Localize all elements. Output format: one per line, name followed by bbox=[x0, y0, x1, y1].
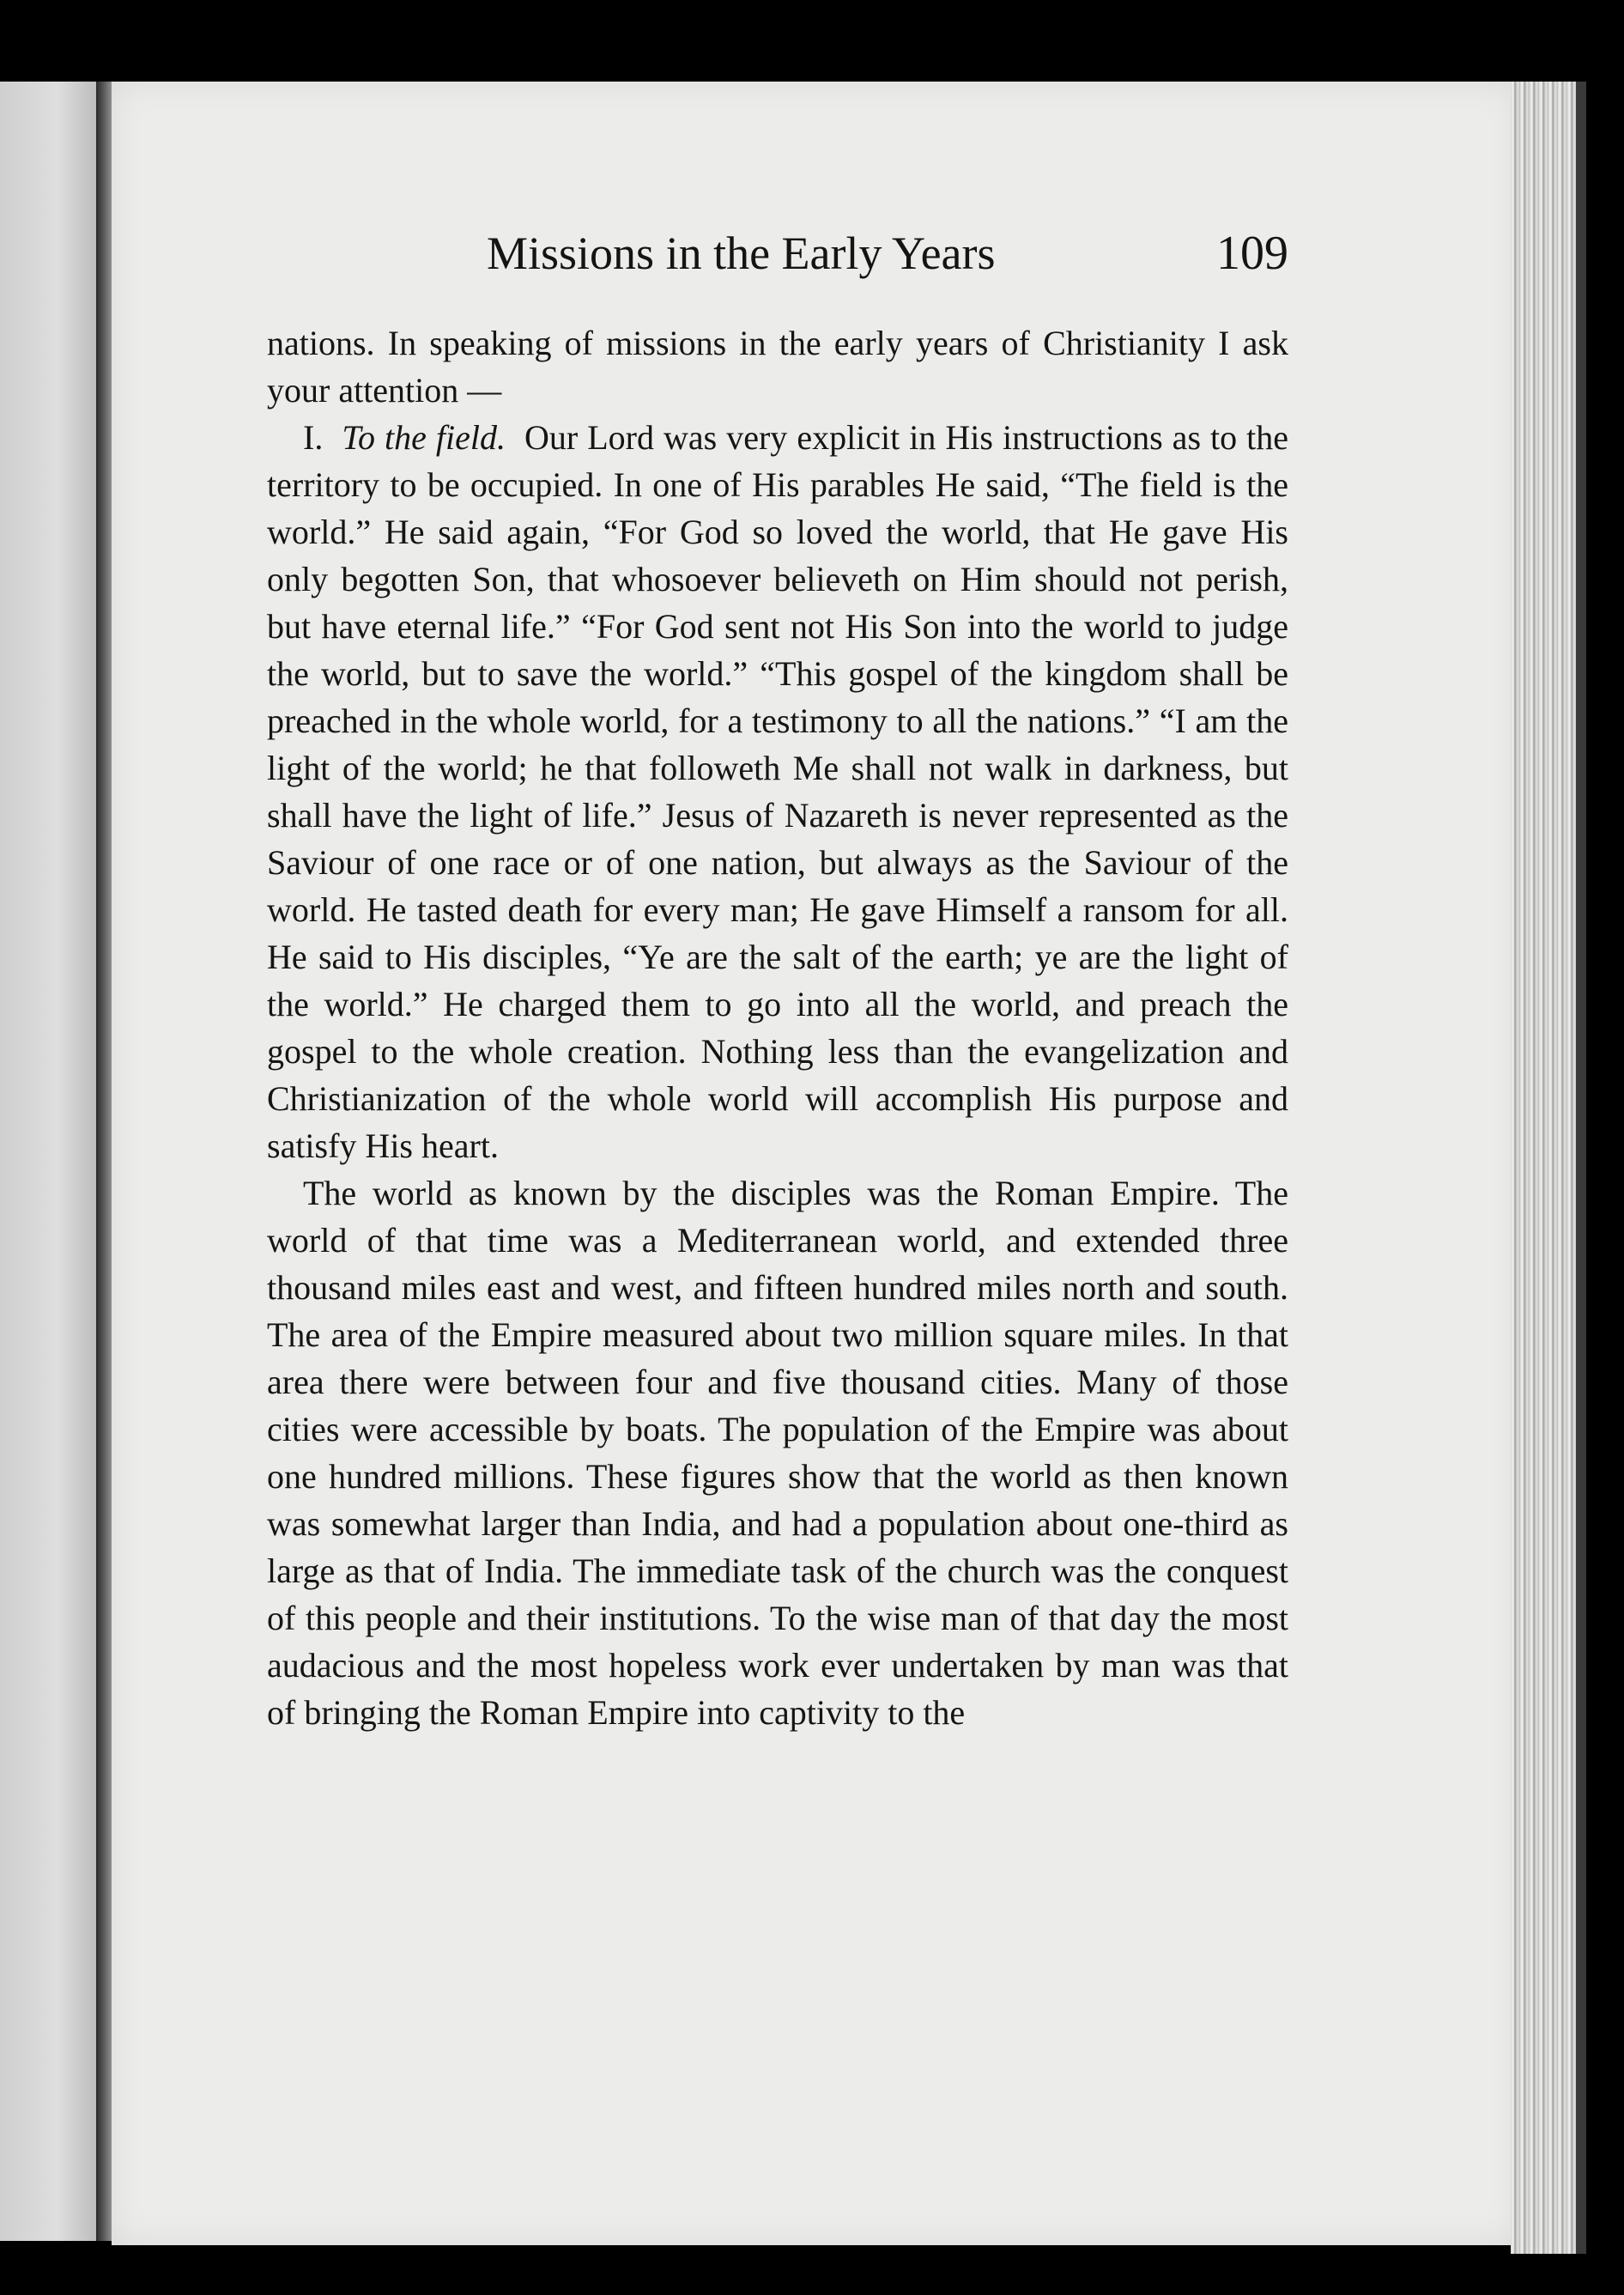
binding-shadow bbox=[96, 82, 113, 2241]
section-number: I. bbox=[303, 418, 324, 457]
section-heading: To the field. bbox=[342, 418, 506, 457]
paragraph-continuation: nations. In speaking of missions in the early years of Christianity I ask your attention — bbox=[267, 324, 1288, 410]
paragraph-section-one bbox=[267, 414, 1288, 1169]
section-one-body: Our Lord was very explicit in His instructions as to the territory to be occupied. In one of His parables He said, “The field is the world.” He said again, “For God so loved the world, that He gave His only begotten Son, that whosoever believeth on Him should not perish, but have eternal life.” “For God sent not His Son into the world to judge the world, but to save the world.” “This gospel of the kingdom shall be preached in the whole world, for a testimony to all the nations.” “I am the light of the world; he that followeth Me shall not walk in darkness, but shall have the light of life.” Jesus of Nazareth is never represented as the Saviour of one race or of one nation, but always as the Saviour of the world. He tasted death for every man; He gave Himself a ransom for all. He said to His disciples, “Ye are the salt of the earth; ye are the light of the world.” He charged them to go into all the world, and preach the gospel to the whole creation. Nothing less than the evangelization and Christianization of the whole world will accomplish His purpose and satisfy His heart. bbox=[267, 418, 1289, 1165]
page-number: 109 bbox=[1216, 227, 1288, 280]
running-head bbox=[267, 219, 1288, 288]
body-text bbox=[267, 319, 1288, 1736]
facing-page-edge bbox=[0, 82, 96, 2241]
page-stack-shadow bbox=[1576, 82, 1586, 2254]
page-stack-edges bbox=[1511, 82, 1576, 2254]
running-head-title: Missions in the Early Years bbox=[487, 228, 996, 279]
paragraph-roman-empire: The world as known by the disciples was the Roman Empire. The world of that time was a Mediterranean world, and extended three thousand miles east and west, and fifteen hundred miles north and south. The area of the Empire measured about two million square miles. In that area there were between four and five thousand cities. Many of those cities were accessible by boats. The population of the Empire was about one hundred millions. These figures show that the world as then known was somewhat larger than India, and had a population about one-third as large as that of India. The immediate task of the church was the conquest of this people and their institutions. To the wise man of that day the most audacious and the most hopeless work ever undertaken by man was that of bringing the Roman Empire into captivity to the bbox=[267, 1174, 1288, 1732]
